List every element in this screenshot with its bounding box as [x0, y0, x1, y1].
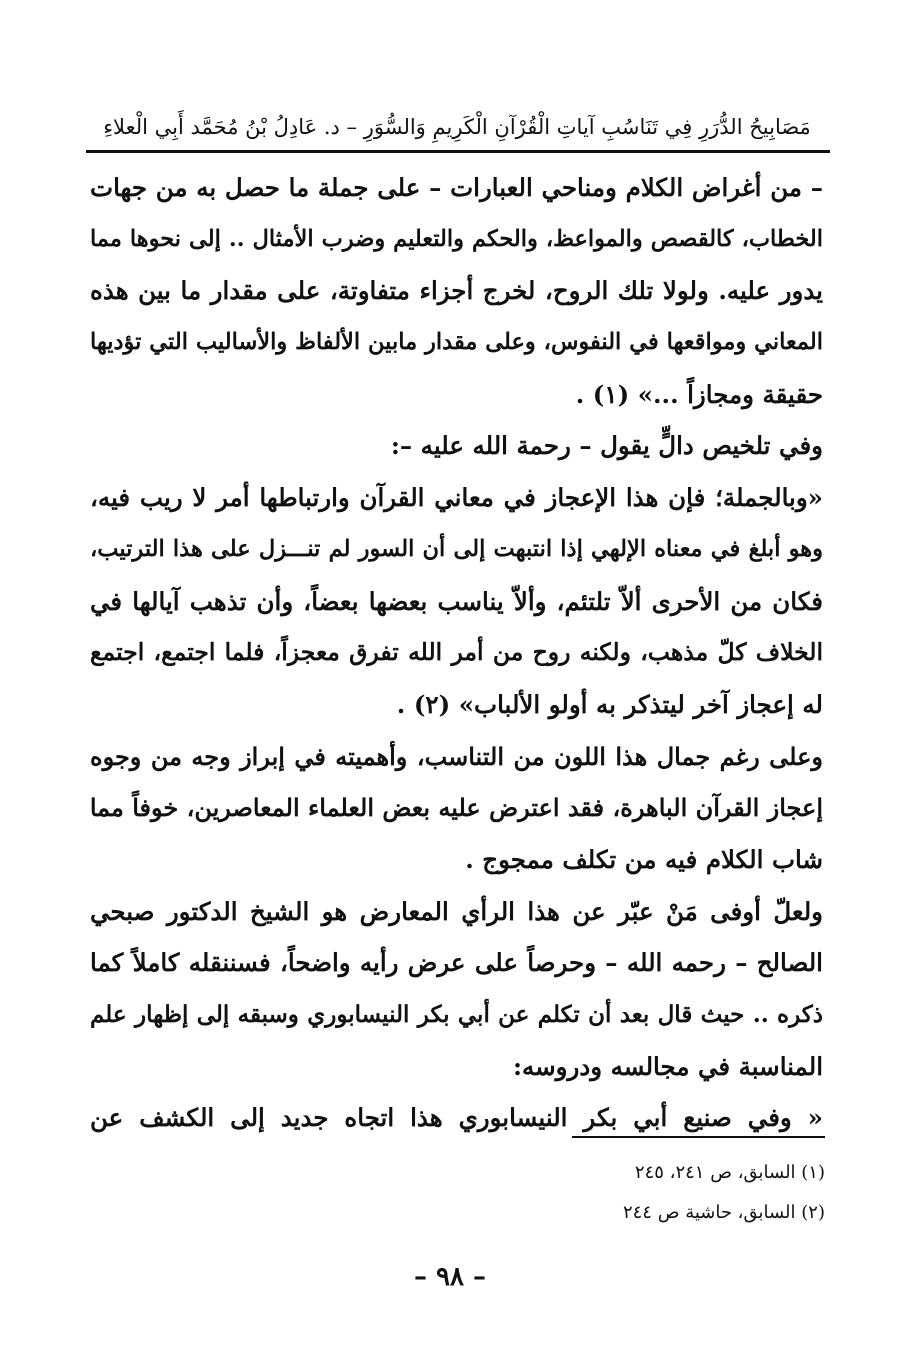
text-line: الخلاف كلّ مذهب، ولكنه روح من أمر الله تفرق معجزاً، فلما اجتمع، اجتمع: [90, 638, 823, 667]
page-number: – ٩٨ –: [413, 1262, 487, 1292]
text-line: الخطاب، كالقصص والمواعظ، والحكم والتعليم وضرب الأمثال .. إلى نحوها مما: [90, 225, 823, 252]
text-line: – من أغراض الكلام ومناحي العبارات – على جملة ما حصل به من جهات: [90, 173, 823, 202]
main-text: [90, 162, 823, 1144]
text-line: وفي تلخيص دالٍّ يقول – رحمة الله عليه –:: [390, 431, 823, 461]
text-line: يدور عليه. ولولا تلك الروح، لخرج أجزاء متفاوتة، على مقدار ما بين هذه: [90, 276, 823, 306]
text-line: حقيقة ومجازاً ...» (١) .: [575, 379, 823, 409]
text-line: «وبالجملة؛ فإن هذا الإعجاز في معاني القرآن وارتباطها أمر لا ريب فيه،: [90, 483, 823, 513]
footnote-divider: [572, 1136, 825, 1138]
running-header: مَصَابِيحُ الدُّرَرِ فِي تَنَاسُبِ آياتِ الْقُرْآنِ الْكَرِيمِ وَالسُّوَرِ – د. عَادِلُ بْنُ مُحَمَّد أَبِي الْعلاءِ: [103, 115, 811, 139]
text-line: وهو أبلغ في معناه الإلهي إذا انتبهت إلى أن السور لم تنـــزل على هذا الترتيب،: [90, 535, 823, 562]
text-line: وعلى رغم جمال هذا اللون من التناسب، وأهميته في إبراز وجه من وجوه: [90, 741, 823, 771]
header-divider: [86, 150, 830, 153]
text-line: ولعلّ أوفى مَنْ عبّر عن هذا الرأي المعارض هو الشيخ الدكتور صبحي: [90, 896, 823, 926]
text-line: ذكره .. حيث قال بعد أن تكلم عن أبي بكر النيسابوري وسبقه إلى إظهار علم: [90, 1001, 823, 1028]
text-line: « وفي صنيع أبي بكر النيسابوري هذا اتجاه جديد إلى الكشف عن: [90, 1103, 823, 1133]
footnotes: [500, 1153, 825, 1233]
text-line: له إعجاز آخر ليتذكر به أولو الألباب» (٢) .: [396, 689, 823, 719]
text-line: الصالح – رحمه الله – وحرصاً على عرض رأيه واضحاً، فسننقله كاملاً كما: [90, 948, 823, 978]
text-line: فكان من الأحرى ألاّ تلتئم، وألاّ يناسب بعضها بعضاً، وأن تذهب آيالها في: [90, 586, 823, 616]
text-line: شاب الكلام فيه من تكلف ممجوج .: [465, 844, 823, 874]
text-line: المناسبة في مجالسه ودروسه:: [512, 1051, 823, 1081]
footnote-2: (٢) السابق، حاشية ص ٢٤٤: [622, 1202, 825, 1223]
footnote-1: (١) السابق، ص ٢٤١، ٢٤٥: [634, 1162, 825, 1183]
text-line: إعجاز القرآن الباهرة، فقد اعترض عليه بعض العلماء المعاصرين، خوفاً مما: [90, 793, 823, 823]
text-line: المعاني ومواقعها في النفوس، وعلى مقدار مابين الألفاظ والأساليب التي تؤديها: [90, 329, 823, 356]
